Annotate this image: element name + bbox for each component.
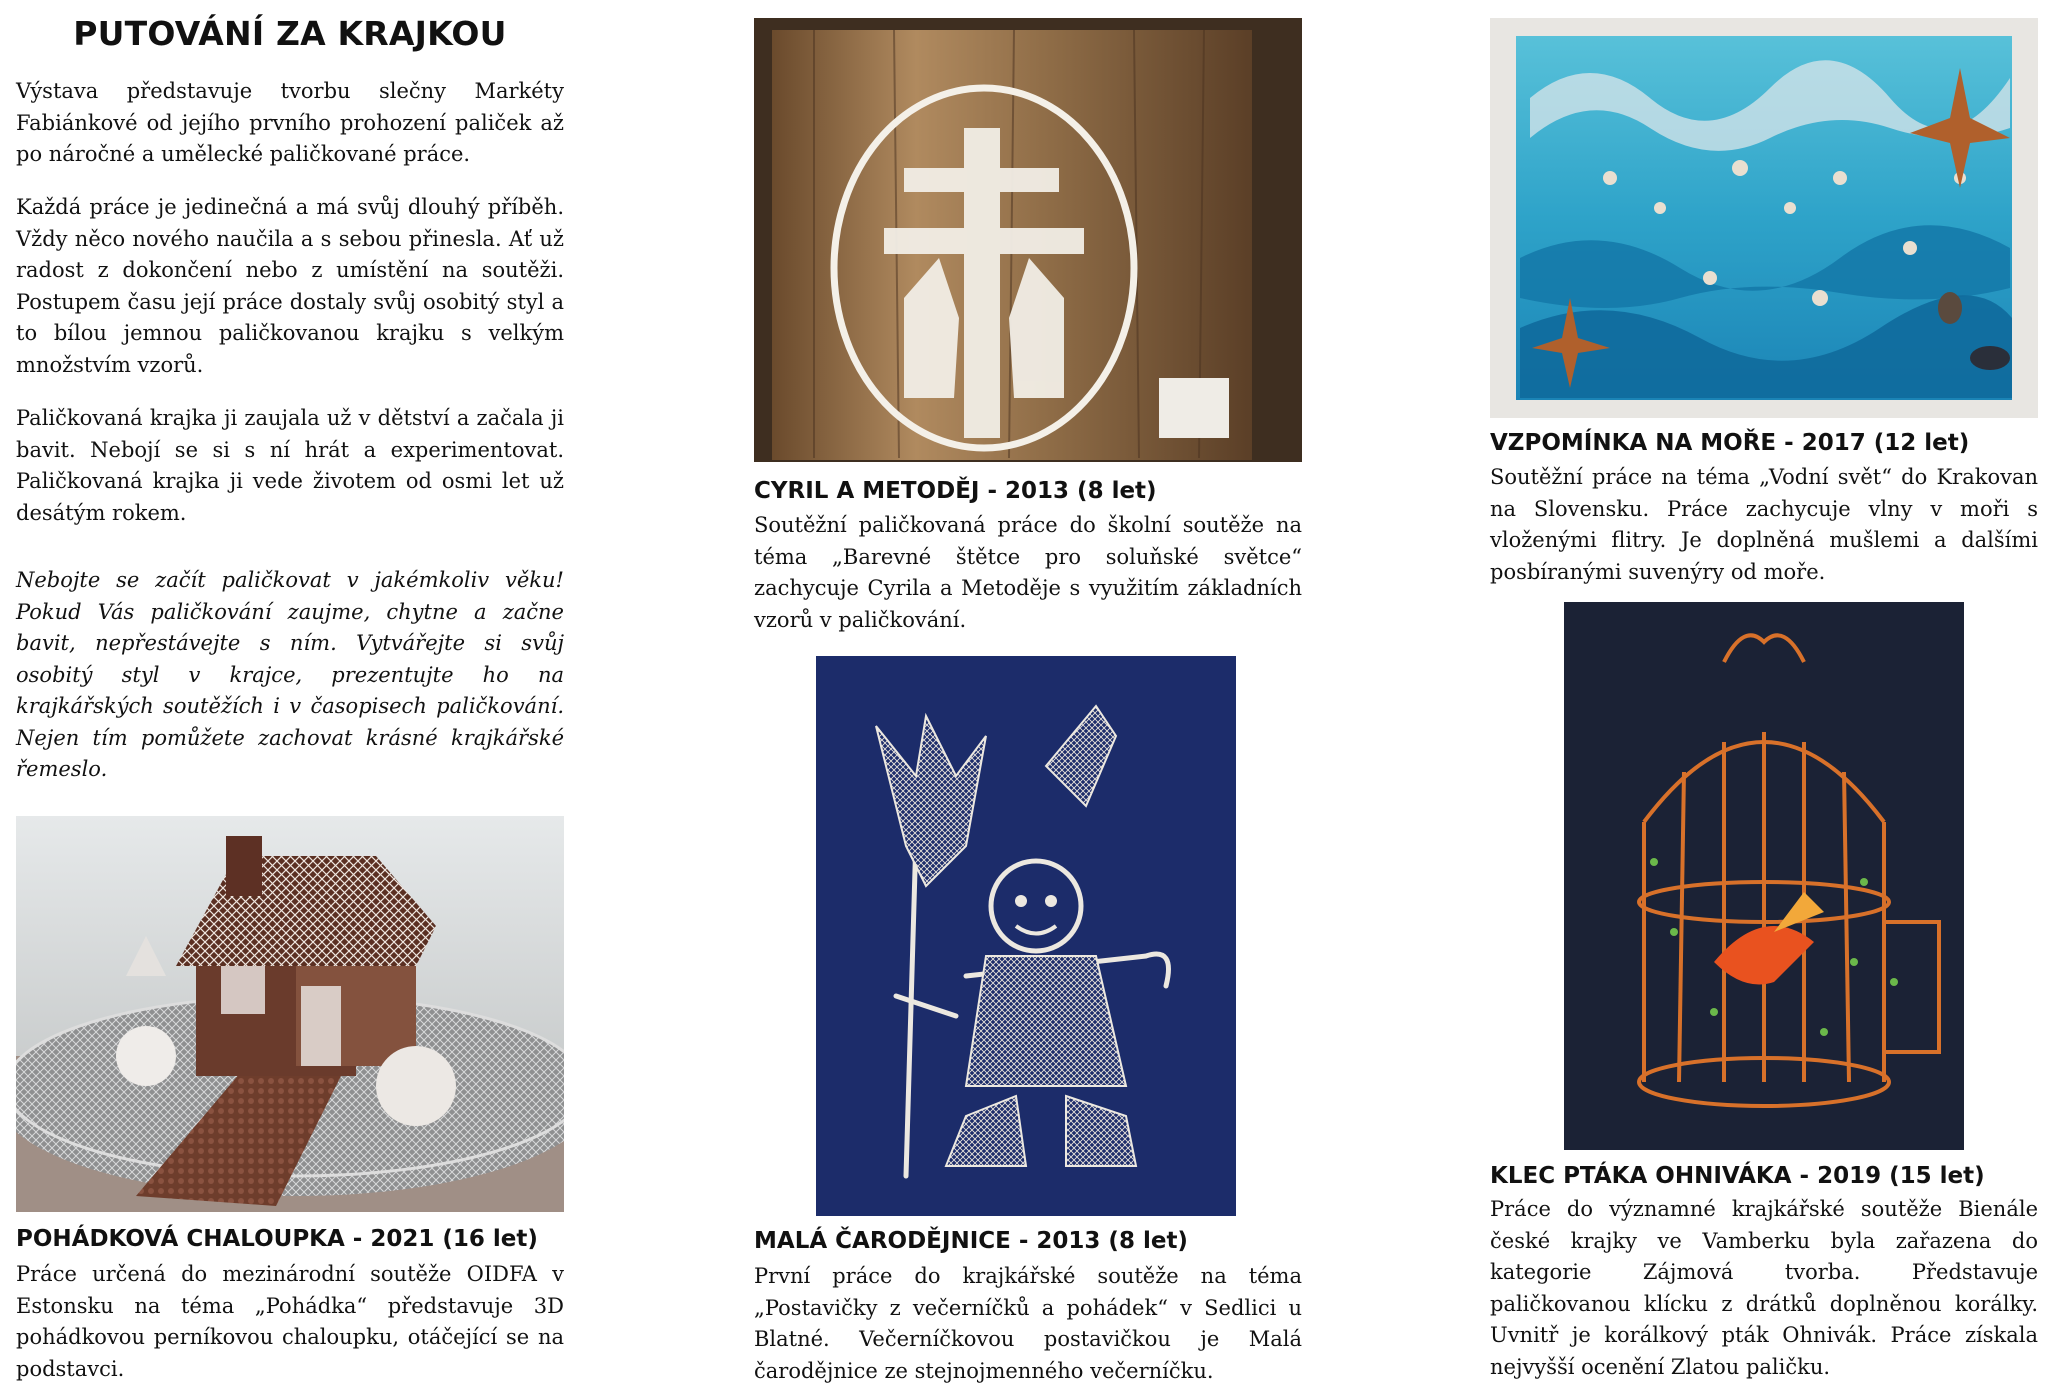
intro-paragraph-italic: Nebojte se začít paličkovat v jakémkoliv věku! Pokud Vás paličkování zaujme, chytne a začne bavit, nepřestávejte s ním. Vytvářejte si svůj osobitý styl v krajce, prezentujte ho na krajkářských soutěžích i v časopisech paličkování. Nejen tím pomůžete zachovat krásné krajkářské řemeslo. [16, 568, 564, 781]
photo-mala-carodejnice [816, 656, 1236, 1216]
caption-klec-ptaka-ohnivaka: KLEC PTÁKA OHNIVÁKA - 2019 (15 let) [1490, 1163, 1985, 1189]
caption-pohadkova-chaloupka: POHÁDKOVÁ CHALOUPKA - 2021 (16 let) [16, 1226, 538, 1252]
photo-pohadkova-chaloupka [16, 816, 564, 1212]
intro-paragraph-2: Každá práce je jedinečná a má svůj dlouhý příběh. Vždy něco nového naučila a s sebou přinesla. Ať už radost z dokončení nebo z umístění na soutěži. Postupem času její práce dostaly svůj osobitý styl a to bílou jemnou paličkovanou krajku s velkým množstvím vzorů. [16, 195, 564, 377]
desc-klec-ptaka-ohnivaka: Práce do významné krajkářské soutěže Bienále české krajky ve Vamberku byla zařazena do kategorie Zájmová tvorba. Představuje paličkovanou klícku z drátků doplněnou korálky. Uvnitř je korálkový pták Ohnivák. Práce získala nejvyšší ocenění Zlatou paličku. [1490, 1197, 2038, 1379]
caption-mala-carodejnice: MALÁ ČARODĚJNICE - 2013 (8 let) [754, 1228, 1188, 1254]
caption-cyril-a-metodej: CYRIL A METODĚJ - 2013 (8 let) [754, 478, 1157, 504]
intro-paragraph-3: Paličkovaná krajka ji zaujala už v dětství a začala ji bavit. Nebojí se si s ní hrát a experimentovat. Paličkovaná krajka ji vede životem od osmi let už desátým rokem. [16, 406, 564, 525]
desc-pohadkova-chaloupka: Práce určená do mezinárodní soutěže OIDFA v Estonsku na téma „Pohádka“ představuje 3D pohádkovou perníkovou chaloupku, otáčející se na podstavci. [16, 1262, 564, 1381]
photo-vzpominka-na-more [1490, 18, 2038, 418]
page-title: PUTOVÁNÍ ZA KRAJKOU [73, 14, 507, 53]
desc-mala-carodejnice: První práce do krajkářské soutěže na téma „Postavičky z večerníčků a pohádek“ v Sedlici u Blatné. Večerníčkovou postavičkou je Malá čarodějnice ze stejnojmenného večerníčku. [754, 1264, 1302, 1383]
photo-klec-ptaka-ohnivaka [1564, 602, 1964, 1150]
intro-paragraph-1: Výstava představuje tvorbu slečny Markéty Fabiánkové od jejího prvního prohození paliček až po náročné a umělecké paličkované práce. [16, 79, 564, 166]
desc-cyril-a-metodej: Soutěžní paličkovaná práce do školní soutěže na téma „Barevné štětce pro soluňské světce“ zachycuje Cyrila a Metoděje s využitím základních vzorů v paličkování. [754, 513, 1302, 632]
desc-vzpominka-na-more: Soutěžní práce na téma „Vodní svět“ do Krakovan na Slovensku. Práce zachycuje vlny v moři s vloženými flitry. Je doplněná mušlemi a dalšími posbíranými suvenýry od moře. [1490, 465, 2038, 584]
caption-vzpominka-na-more: VZPOMÍNKA NA MOŘE - 2017 (12 let) [1490, 430, 1970, 456]
photo-cyril-a-metodej [754, 18, 1302, 462]
